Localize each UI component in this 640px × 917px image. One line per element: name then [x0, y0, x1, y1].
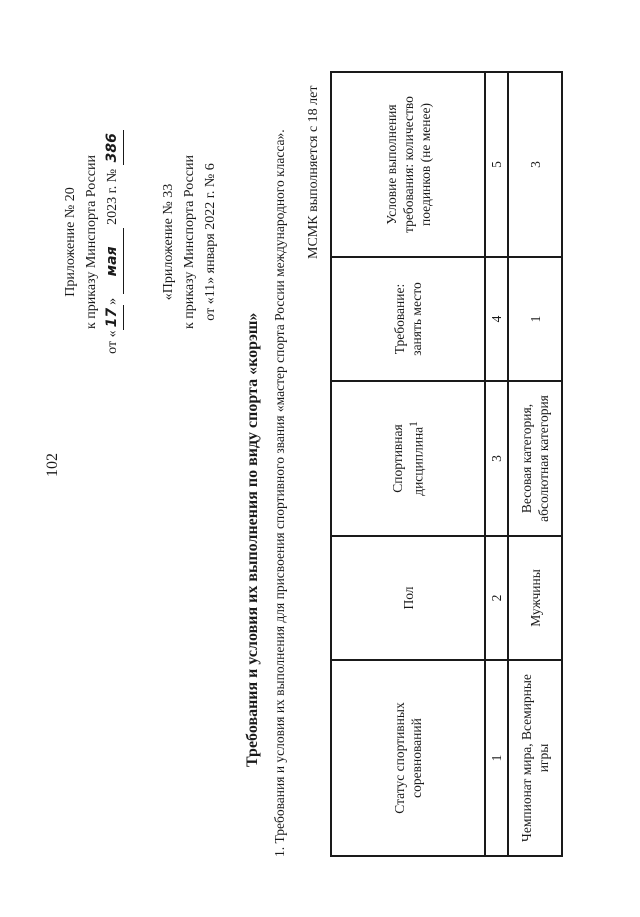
date-prefix: от « [105, 330, 120, 354]
order-reference: к приказу Минспорта России [84, 155, 99, 329]
cell-discipline: Весовая категория, абсолютная категория [508, 381, 562, 536]
handwritten-month: мая [102, 228, 124, 294]
date-mid: » [105, 297, 120, 305]
previous-appendix-header [158, 127, 221, 357]
age-note: МСМК выполняется с 18 лет [306, 85, 321, 259]
appendix-header [60, 127, 124, 357]
column-number-row [485, 72, 508, 856]
handwritten-order-number: 386 [102, 130, 124, 165]
intro-paragraph: 1. Требования и условия их выполнения для присвоения спортивного звания «мастер спорта России международного класса». [272, 129, 287, 857]
header-condition: Условие выполнения требования: количество поединков (не менее) [331, 72, 485, 257]
appendix-number: Приложение № 20 [63, 187, 78, 297]
column-number: 3 [485, 381, 508, 536]
order-date-line [102, 127, 124, 357]
page-number: 102 [44, 453, 61, 477]
cell-status: Чемпионат мира, Всемирные игры [508, 660, 562, 856]
header-gender: Пол [331, 536, 485, 660]
column-number: 4 [485, 257, 508, 381]
previous-order-date: от «11» января 2022 г. № 6 [203, 163, 218, 321]
column-number: 1 [485, 660, 508, 856]
document-title: Требования и условия их выполнения по виду спорта «корэш» [244, 312, 261, 767]
cell-place: 1 [508, 257, 562, 381]
year-text: 2023 г. № [105, 168, 120, 225]
table-header-row [331, 72, 485, 856]
table-row [508, 72, 562, 856]
column-number: 5 [485, 72, 508, 257]
cell-gender: Мужчины [508, 536, 562, 660]
footnote-mark: 1 [408, 421, 421, 427]
cell-bouts: 3 [508, 72, 562, 257]
header-place: Требование: занять место [331, 257, 485, 381]
header-discipline-label: Спортивная дисциплина [390, 424, 426, 496]
header-status: Статус спортивных соревнований [331, 660, 485, 856]
previous-appendix-number: «Приложение № 33 [161, 183, 176, 301]
header-discipline [331, 381, 485, 536]
column-number: 2 [485, 536, 508, 660]
requirements-table [330, 71, 563, 857]
handwritten-day: 17 [102, 305, 124, 330]
previous-order-reference: к приказу Минспорта России [182, 155, 197, 329]
